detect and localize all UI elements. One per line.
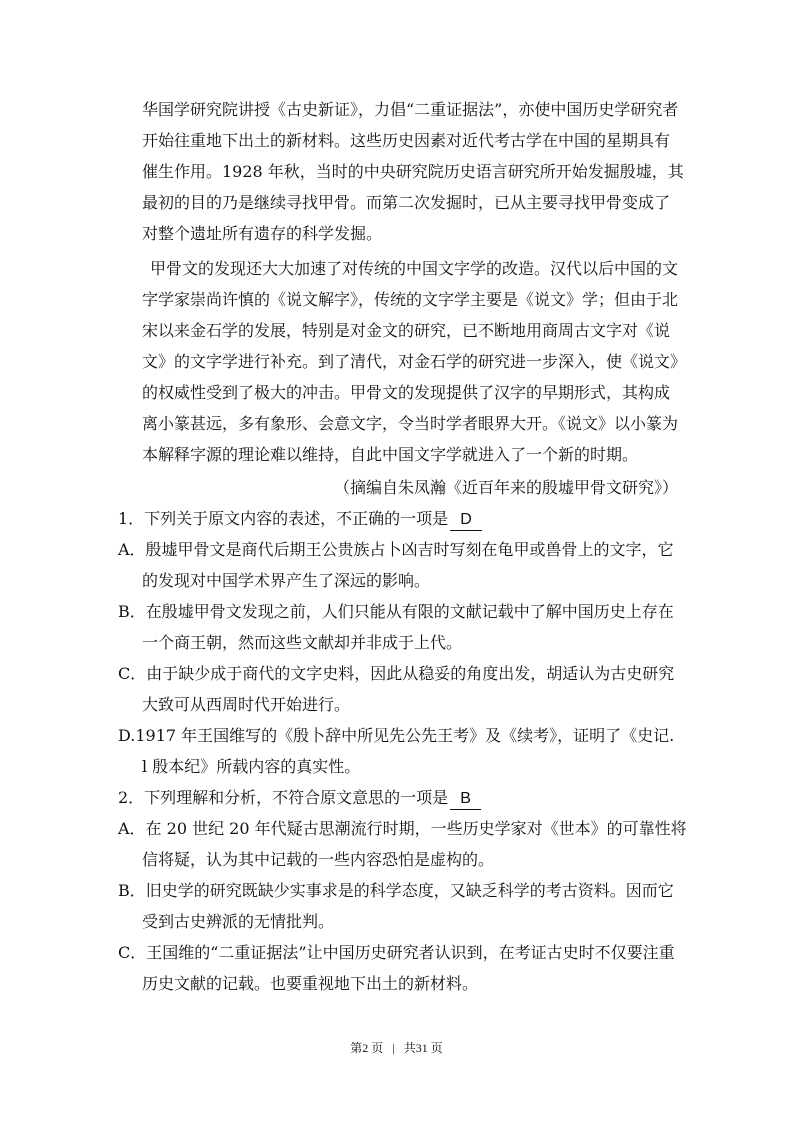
passage-line: 本解释字源的理论难以维持，自此中国文字学就进入了一个新的时期。	[142, 445, 639, 464]
total-pages: 共31 页	[403, 1041, 443, 1055]
passage-line: 的权威性受到了极大的冲击。甲骨文的发现提供了汉字的早期形式，其构成	[142, 383, 671, 402]
question-stem	[118, 788, 481, 810]
question-stem	[118, 509, 482, 531]
option-line: D.1917 年王国维写的《殷卜辞中所见先公先王考》及《续考》，证明了《史记.	[118, 726, 675, 745]
option-line: 一个商王朝，然而这些文献却并非成于上代。	[142, 633, 463, 652]
question-stem-text: 2．下列理解和分析，不符合原文意思的一项是	[118, 788, 449, 807]
option-line: 大致可从西周时代开始进行。	[142, 695, 351, 714]
passage-line: 甲骨文的发现还大大加速了对传统的中国文字学的改造。汉代以后中国的文	[150, 259, 679, 278]
passage-line: 文》的文字学进行补充。到了清代，对金石学的研究进一步深入，使《说文》	[142, 352, 687, 371]
answer-blank: D	[450, 510, 482, 531]
option-line: 的发现对中国学术界产生了深远的影响。	[142, 571, 431, 590]
option-line: 历史文献的记载。也要重视地下出土的新材料。	[142, 974, 479, 993]
passage-line: 催生作用。1928 年秋，当时的中央研究院历史语言研究所开始发掘殷墟，其	[142, 162, 684, 181]
option-line: 信将疑，认为其中记载的一些内容恐怕是虚构的。	[142, 850, 495, 869]
passage-source: （摘编自朱凤瀚《近百年来的殷墟甲骨文研究》）	[334, 478, 679, 497]
passage-line: 宋以来金石学的发展，特别是对金文的研究，已不断地用商周古文字对《说	[142, 321, 671, 340]
footer-separator: |	[392, 1041, 395, 1055]
page-footer	[0, 1040, 793, 1056]
passage-line: 最初的目的乃是继续寻找甲骨。而第二次发掘时，已从主要寻找甲骨变成了	[142, 193, 671, 212]
question-stem-text: 1．下列关于原文内容的表述，不正确的一项是	[118, 509, 449, 528]
option-line: l 殷本纪》所载内容的真实性。	[142, 757, 361, 776]
option-line: 受到古史辨派的无情批判。	[142, 912, 335, 931]
option-line: A．殷墟甲骨文是商代后期王公贵族占卜凶吉时写刻在龟甲或兽骨上的文字，它	[118, 540, 674, 559]
option-line: A．在 20 世纪 20 年代疑古思潮流行时期，一些历史学家对《世本》的可靠性将	[118, 819, 687, 838]
option-line: B．在殷墟甲骨文发现之前，人们只能从有限的文献记载中了解中国历史上存在	[118, 602, 674, 621]
option-line: C．王国维的“二重证据法”让中国历史研究者认识到，在考证古史时不仅要注重	[118, 943, 675, 962]
passage-line: 字学家崇尚许慎的《说文解字》，传统的文字学主要是《说文》学；但由于北	[142, 290, 679, 309]
page-number: 第2 页	[350, 1041, 384, 1055]
answer-blank: B	[450, 789, 481, 810]
passage-line: 对整个遗址所有遗存的科学发掘。	[142, 224, 383, 243]
option-line: B．旧史学的研究既缺少实事求是的科学态度，又缺乏科学的考古资料。因而它	[118, 881, 674, 900]
passage-line: 开始往重地下出土的新材料。这些历史因素对近代考古学在中国的星期具有	[142, 131, 671, 150]
passage-line: 离小篆甚远，多有象形、会意文字，令当时学者眼界大开。《说文》以小篆为	[142, 414, 679, 433]
passage-line: 华国学研究院讲授《古史新证》，力倡“二重证据法”，亦使中国历史学研究者	[142, 100, 679, 119]
option-line: C．由于缺少成于商代的文字史料，因此从稳妥的角度出发，胡适认为古史研究	[118, 664, 675, 683]
